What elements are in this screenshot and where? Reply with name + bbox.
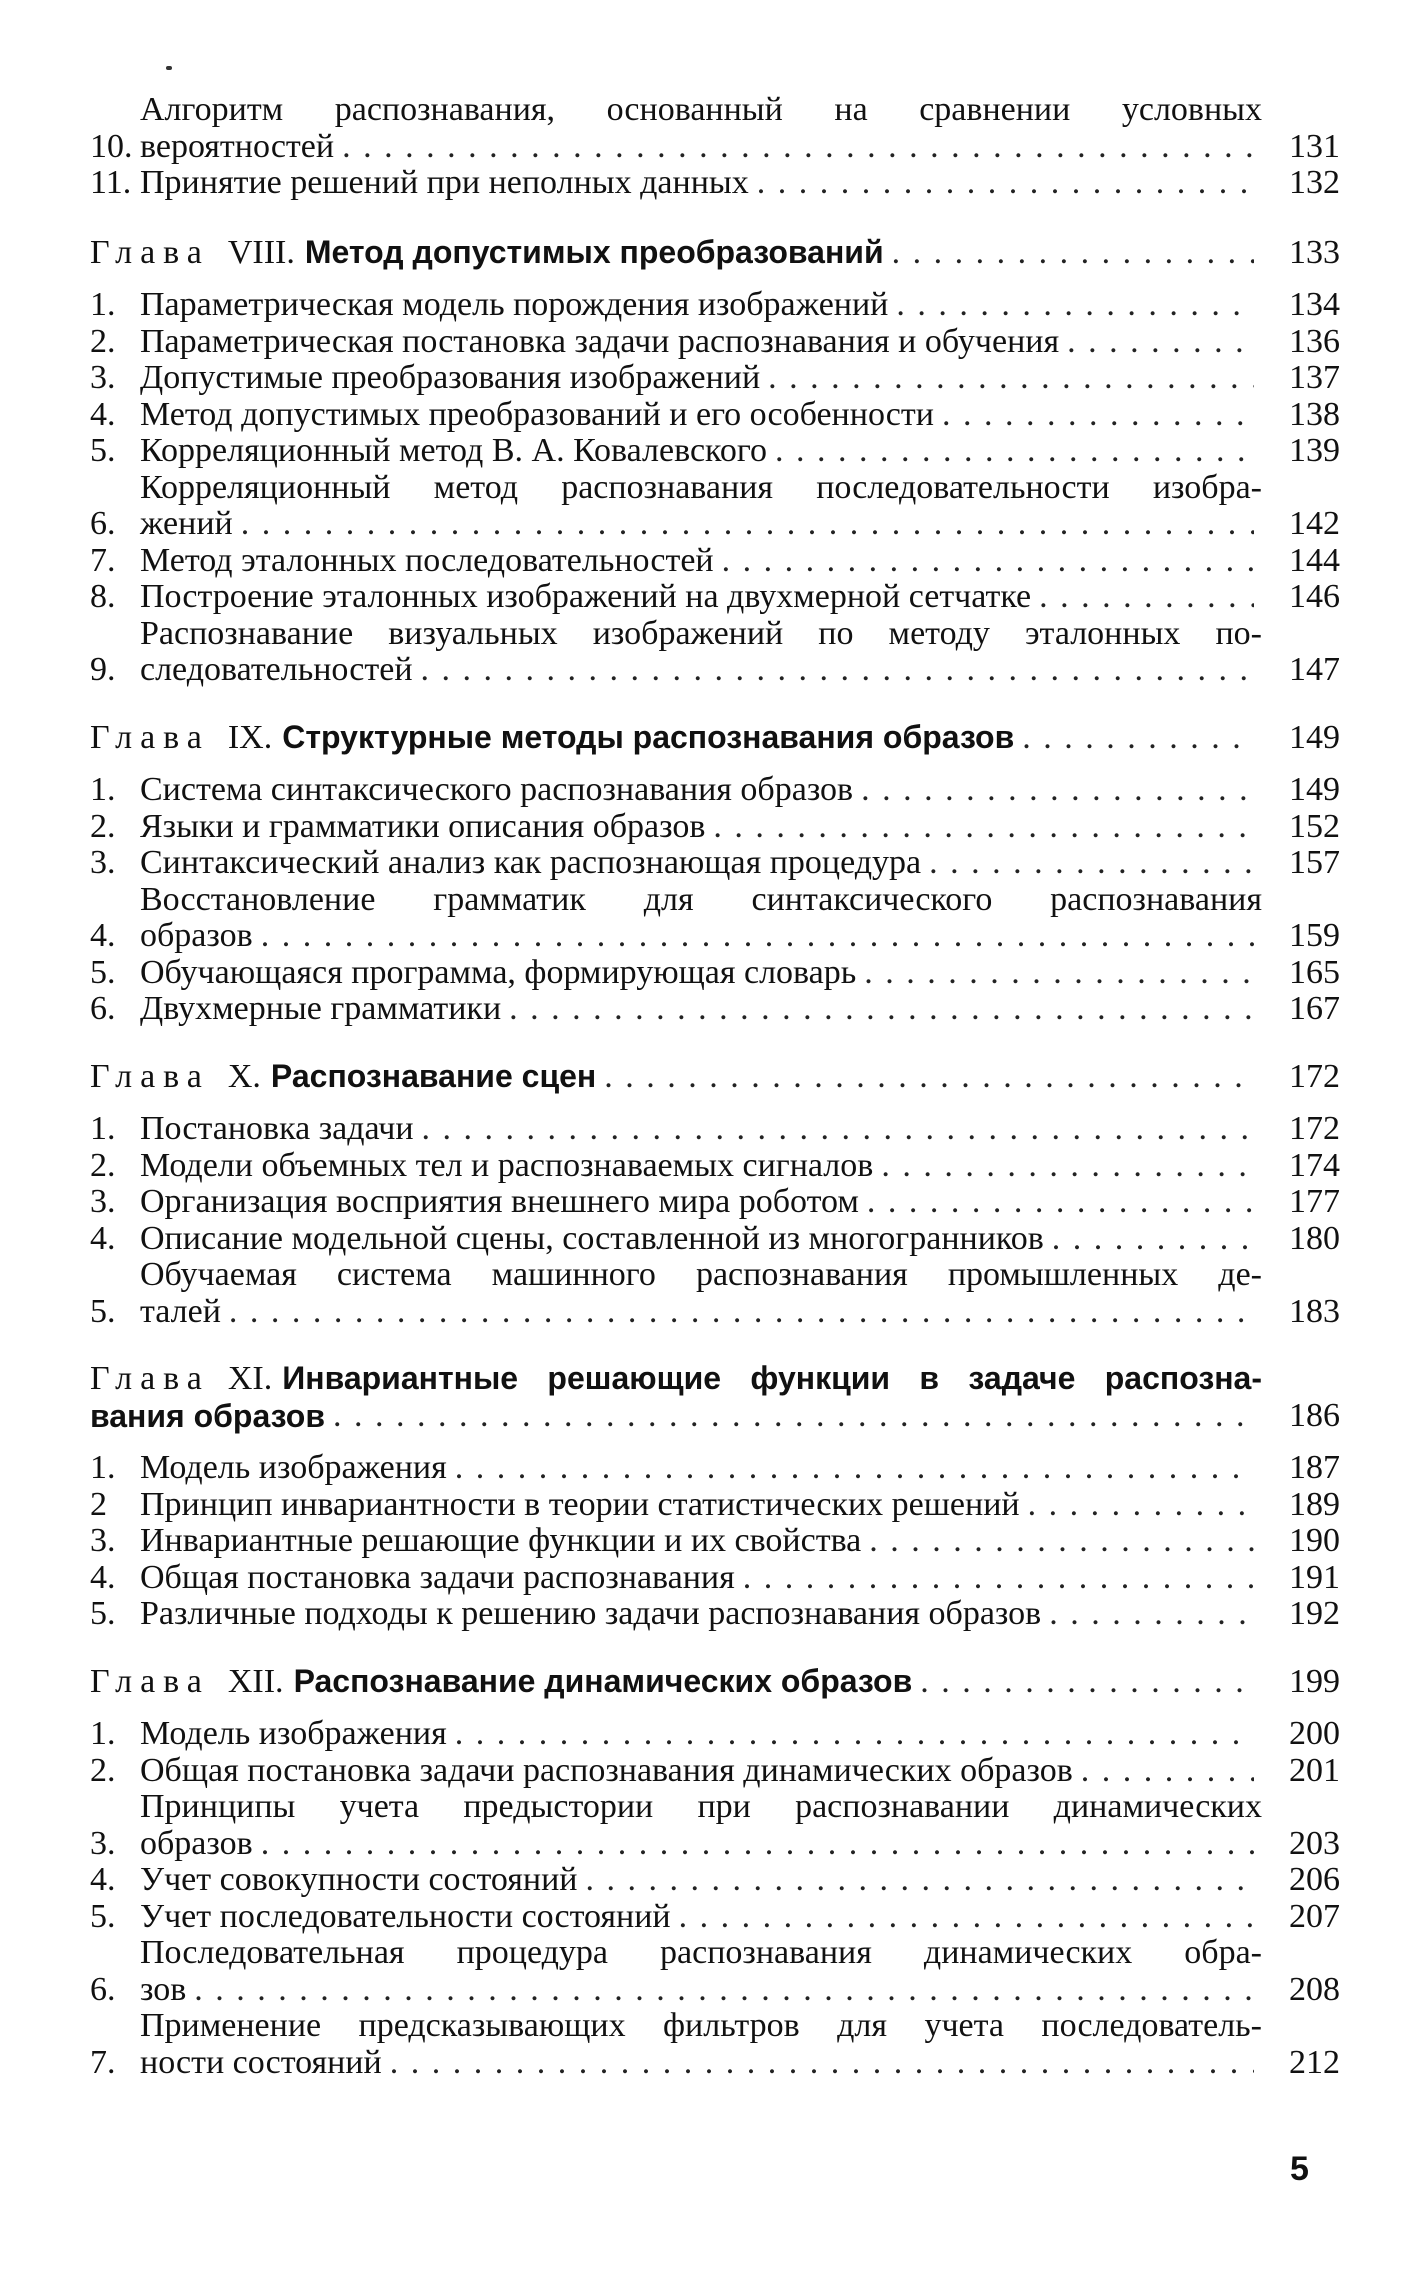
table-of-contents	[90, 92, 1340, 2081]
chapter-page-number: 149	[1289, 718, 1340, 756]
dot-leader	[421, 652, 1254, 689]
toc-entry-body	[140, 1487, 1262, 1524]
toc-entry-title-line: Алгоритм распознавания, основанный на сравнении условных	[140, 91, 1262, 128]
toc-entry-title-line: Корреляционный метод распознавания последовательности изобра-	[140, 468, 1262, 506]
toc-entry[interactable]	[90, 324, 1340, 361]
toc-entry-body	[140, 845, 1262, 882]
dot-leader	[861, 772, 1254, 809]
toc-entry-body	[140, 433, 1262, 470]
chapter-page-number: 199	[1289, 1662, 1340, 1700]
toc-entry[interactable]	[90, 1221, 1340, 1258]
toc-entry-title: Общая постановка задачи распознавания динамических образов	[140, 1751, 1073, 1789]
toc-entry-title: Учет последовательности состояний	[140, 1897, 671, 1935]
toc-entry-title: Постановка задачи	[140, 1110, 414, 1147]
toc-entry-body	[140, 772, 1262, 809]
toc-page-number: 187	[1289, 1449, 1340, 1486]
toc-entry-body	[140, 1450, 1262, 1487]
toc-entry-body	[140, 1148, 1262, 1185]
toc-entry-title: образов	[140, 1824, 253, 1862]
toc-entry-title: следовательностей	[140, 651, 413, 688]
chapter-page-number: 172	[1289, 1057, 1340, 1095]
dot-leader	[1049, 1596, 1254, 1633]
toc-entry[interactable]	[90, 809, 1340, 846]
toc-entry-number: 5.	[90, 432, 116, 469]
toc-page-number: 180	[1289, 1219, 1340, 1257]
dot-leader	[261, 918, 1254, 955]
toc-entry[interactable]	[90, 1257, 1340, 1330]
toc-entry-body	[140, 616, 1262, 689]
toc-entry-body	[140, 1862, 1262, 1899]
toc-entry-number: 11.	[90, 164, 132, 201]
toc-entry-number: 1.	[90, 771, 116, 808]
toc-entry-body	[140, 1596, 1262, 1633]
toc-entry-body	[140, 324, 1262, 361]
dot-leader	[261, 1826, 1254, 1863]
toc-entry-body	[140, 579, 1262, 616]
toc-page-number: 146	[1289, 578, 1340, 615]
dot-leader	[229, 1294, 1254, 1331]
dot-leader	[942, 397, 1254, 434]
toc-entry-title: Модели объемных тел и распознаваемых сигналов	[140, 1146, 874, 1184]
toc-entry-title-line: Обучаемая система машинного распознавания промышленных де-	[140, 1256, 1262, 1293]
toc-entry-title-line: Последовательная процедура распознавания динамических обра-	[140, 1934, 1262, 1971]
toc-page-number: 157	[1289, 844, 1340, 881]
toc-entry-title: Принцип инвариантности в теории статистических решений	[140, 1485, 1020, 1523]
toc-entry-body	[140, 809, 1262, 846]
toc-entry[interactable]	[90, 955, 1340, 992]
toc-page-number: 191	[1289, 1558, 1340, 1596]
toc-entry-body	[140, 397, 1262, 434]
toc-page-number: 132	[1289, 164, 1340, 201]
toc-entry-body	[140, 287, 1262, 324]
toc-entry-body	[140, 882, 1262, 955]
toc-entry-title-line: Восстановление грамматик для синтаксического распознавания	[140, 880, 1262, 918]
toc-entry-body	[140, 470, 1262, 543]
toc-page-number: 189	[1289, 1485, 1340, 1523]
toc-entry-number: 2.	[90, 1146, 116, 1184]
toc-entry-number: 2.	[90, 1751, 116, 1789]
toc-entry-title-line: Применение предсказывающих фильтров для учета последователь-	[140, 2007, 1262, 2044]
toc-entry[interactable]	[90, 470, 1340, 543]
toc-entry[interactable]	[90, 1753, 1340, 1790]
toc-entry-body	[140, 165, 1262, 202]
toc-entry-title: ности состояний	[140, 2043, 382, 2081]
toc-entry-title: зов	[140, 1970, 187, 2008]
toc-entry-title: Принятие решений при неполных данных	[140, 164, 749, 201]
chapter-heading[interactable]	[90, 1360, 1340, 1434]
chapter-page-number: 133	[1289, 233, 1340, 271]
chapter-roman-numeral: XII.	[227, 1662, 284, 1700]
toc-page-number: 136	[1289, 322, 1340, 360]
toc-page-number: 206	[1289, 1861, 1340, 1898]
toc-entry-number: 2	[90, 1485, 107, 1523]
toc-entry-title: вероятностей	[140, 127, 335, 165]
toc-entry-number: 1.	[90, 1110, 116, 1147]
toc-entry[interactable]	[90, 1716, 1340, 1753]
chapter-heading[interactable]	[90, 1058, 1340, 1096]
toc-entry-body	[140, 1111, 1262, 1148]
toc-entry-body	[140, 1935, 1262, 2008]
toc-entry[interactable]	[90, 1148, 1340, 1185]
toc-entry-body	[140, 1716, 1262, 1753]
toc-entry[interactable]	[90, 433, 1340, 470]
toc-entry-body	[140, 360, 1262, 397]
dot-leader	[768, 360, 1254, 397]
dot-leader	[869, 1523, 1254, 1560]
chapter-roman-numeral: VIII.	[227, 233, 295, 271]
toc-entry-title: Двухмерные грамматики	[140, 990, 502, 1027]
toc-page-number: 177	[1289, 1183, 1340, 1220]
toc-entry[interactable]	[90, 287, 1340, 324]
toc-entry-number: 10.	[90, 127, 133, 165]
toc-entry-number: 4.	[90, 1861, 116, 1898]
toc-page-number: 149	[1289, 771, 1340, 808]
toc-entry-number: 3.	[90, 1183, 116, 1220]
toc-entry-number: 6.	[90, 505, 116, 542]
toc-entry-body	[140, 1257, 1262, 1330]
toc-entry-number: 1.	[90, 1715, 116, 1752]
dot-leader	[455, 1716, 1254, 1753]
toc-entry-number: 5.	[90, 1897, 116, 1935]
toc-entry[interactable]	[90, 1899, 1340, 1936]
dot-leader	[390, 2045, 1254, 2082]
chapter-title: Распознавание динамических образов	[293, 1662, 913, 1699]
chapter-heading[interactable]	[90, 234, 1340, 272]
toc-page-number: 208	[1289, 1970, 1340, 2008]
toc-page-number: 165	[1289, 953, 1340, 991]
toc-page-number: 142	[1289, 505, 1340, 542]
toc-entry[interactable]	[90, 1560, 1340, 1597]
dot-leader	[509, 991, 1254, 1028]
toc-entry-body	[140, 1789, 1262, 1862]
chapter-roman-numeral: X.	[227, 1057, 261, 1095]
dot-leader	[455, 1450, 1254, 1487]
chapter-title: вания образов	[90, 1397, 325, 1434]
toc-entry[interactable]	[90, 2008, 1340, 2081]
toc-entry-title: Модель изображения	[140, 1715, 447, 1752]
toc-entry-number: 3.	[90, 1824, 116, 1862]
toc-entry-body	[140, 543, 1262, 580]
toc-entry-title: Метод эталонных последовательностей	[140, 541, 714, 579]
toc-entry-number: 4.	[90, 395, 116, 433]
toc-entry-body	[140, 2008, 1262, 2081]
toc-page-number: 131	[1289, 127, 1340, 165]
toc-entry[interactable]	[90, 397, 1340, 434]
dot-leader	[892, 235, 1254, 272]
toc-entry[interactable]	[90, 616, 1340, 689]
dot-leader	[775, 433, 1254, 470]
toc-entry[interactable]	[90, 92, 1340, 165]
toc-page-number: 183	[1289, 1292, 1340, 1330]
toc-entry-title: талей	[140, 1292, 221, 1330]
toc-entry[interactable]	[90, 882, 1340, 955]
toc-entry-title: Система синтаксического распознавания образов	[140, 771, 854, 808]
dot-leader	[1022, 720, 1254, 757]
toc-entry-number: 6.	[90, 990, 116, 1027]
toc-entry-body	[140, 1753, 1262, 1790]
dot-leader	[604, 1059, 1254, 1096]
toc-entry-title: Параметрическая постановка задачи распознавания и обучения	[140, 322, 1060, 360]
dot-leader	[713, 809, 1254, 846]
dot-leader	[864, 955, 1254, 992]
dot-leader	[241, 506, 1254, 543]
toc-entry-body	[140, 991, 1262, 1028]
toc-entry-number: 2.	[90, 322, 116, 360]
toc-entry[interactable]	[90, 845, 1340, 882]
dot-leader	[194, 1972, 1254, 2009]
dot-leader	[896, 287, 1254, 324]
toc-page-number: 207	[1289, 1897, 1340, 1935]
chapter-label: Глава	[90, 233, 210, 271]
chapter-title: Распознавание сцен	[270, 1057, 597, 1094]
toc-entry-number: 1.	[90, 1449, 116, 1486]
dot-leader	[1028, 1487, 1254, 1524]
chapter-label: Глава	[90, 1057, 210, 1095]
dot-leader	[929, 845, 1254, 882]
toc-entry[interactable]	[90, 991, 1340, 1028]
toc-entry-title: Метод допустимых преобразований и его особенности	[140, 395, 934, 433]
toc-entry-number: 6.	[90, 1970, 116, 2008]
dot-leader	[333, 1398, 1254, 1435]
toc-page-number: 152	[1289, 807, 1340, 845]
toc-entry-number: 7.	[90, 541, 116, 579]
toc-page-number: 159	[1289, 917, 1340, 954]
chapter-page-number: 186	[1289, 1396, 1340, 1434]
dot-leader	[1081, 1753, 1254, 1790]
toc-entry-number: 5.	[90, 953, 116, 991]
chapter-title-line: Инвариантные решающие функции в задаче распозна-	[282, 1360, 1262, 1396]
toc-entry-title: Модель изображения	[140, 1449, 447, 1486]
toc-entry-number: 3.	[90, 844, 116, 881]
toc-entry[interactable]	[90, 1523, 1340, 1560]
toc-entry[interactable]	[90, 1789, 1340, 1862]
dot-leader	[920, 1664, 1254, 1701]
toc-page-number: 144	[1289, 541, 1340, 579]
toc-entry-number: 4.	[90, 1219, 116, 1257]
toc-entry-title: Синтаксический анализ как распознающая процедура	[140, 844, 922, 881]
toc-entry[interactable]	[90, 1596, 1340, 1633]
toc-entry-title: Инвариантные решающие функции и их свойства	[140, 1522, 862, 1559]
dot-leader	[342, 129, 1254, 166]
chapter-roman-numeral: XI.	[227, 1360, 273, 1397]
toc-entry-title: Обучающаяся программа, формирующая словарь	[140, 953, 857, 991]
toc-page-number: 192	[1289, 1595, 1340, 1632]
toc-page-number: 174	[1289, 1146, 1340, 1184]
toc-entry-body	[140, 1899, 1262, 1936]
chapter-title: Метод допустимых преобразований	[304, 233, 884, 270]
dot-leader	[881, 1148, 1254, 1185]
toc-entry-body	[140, 92, 1262, 165]
toc-entry[interactable]	[90, 1111, 1340, 1148]
dot-leader	[1067, 324, 1254, 361]
toc-page-number: 212	[1289, 2043, 1340, 2081]
toc-entry-title: Организация восприятия внешнего мира роботом	[140, 1183, 859, 1220]
toc-entry-number: 5.	[90, 1595, 116, 1632]
toc-entry-body	[140, 1221, 1262, 1258]
dot-leader	[679, 1899, 1254, 1936]
dot-leader	[722, 543, 1254, 580]
toc-entry-title: Корреляционный метод В. А. Ковалевского	[140, 432, 767, 469]
toc-entry-number: 3.	[90, 1522, 116, 1559]
toc-entry-body	[140, 1523, 1262, 1560]
toc-page-number: 137	[1289, 359, 1340, 396]
toc-entry-number: 4.	[90, 1558, 116, 1596]
dot-leader	[743, 1560, 1254, 1597]
toc-entry[interactable]	[90, 1487, 1340, 1524]
toc-page-number: 203	[1289, 1824, 1340, 1862]
print-speck	[166, 66, 172, 70]
toc-entry-title: жений	[140, 505, 233, 542]
toc-page-number: 134	[1289, 286, 1340, 323]
dot-leader	[1039, 579, 1254, 616]
toc-entry-number: 4.	[90, 917, 116, 954]
toc-entry-title: образов	[140, 917, 253, 954]
toc-entry[interactable]	[90, 360, 1340, 397]
page-number: 5	[1290, 2150, 1309, 2188]
toc-entry-body	[140, 955, 1262, 992]
toc-entry-title: Параметрическая модель порождения изображений	[140, 286, 889, 323]
toc-page-number: 167	[1289, 990, 1340, 1027]
toc-entry[interactable]	[90, 579, 1340, 616]
toc-entry-number: 5.	[90, 1292, 116, 1330]
toc-entry-title-line: Распознавание визуальных изображений по методу эталонных по-	[140, 614, 1262, 652]
toc-entry-title: Описание модельной сцены, составленной из многогранников	[140, 1219, 1044, 1257]
toc-entry-number: 7.	[90, 2043, 116, 2081]
toc-entry-body	[140, 1184, 1262, 1221]
toc-entry[interactable]	[90, 1450, 1340, 1487]
dot-leader	[585, 1862, 1254, 1899]
dot-leader	[422, 1111, 1254, 1148]
toc-entry-body	[140, 1560, 1262, 1597]
toc-entry-number: 9.	[90, 651, 116, 688]
toc-entry-number: 8.	[90, 578, 116, 615]
chapter-title: Структурные методы распознавания образов	[282, 718, 1015, 755]
chapter-roman-numeral: IX.	[227, 718, 273, 756]
dot-leader	[867, 1184, 1254, 1221]
toc-page-number: 139	[1289, 432, 1340, 469]
chapter-heading[interactable]	[90, 1663, 1340, 1701]
toc-entry-title: Различные подходы к решению задачи распознавания образов	[140, 1595, 1042, 1632]
chapter-heading[interactable]	[90, 719, 1340, 757]
toc-entry-title: Допустимые преобразования изображений	[140, 359, 761, 396]
toc-entry-number: 2.	[90, 807, 116, 845]
toc-page-number: 147	[1289, 651, 1340, 688]
toc-entry[interactable]	[90, 1935, 1340, 2008]
chapter-label: Глава	[90, 1360, 210, 1397]
toc-entry[interactable]	[90, 543, 1340, 580]
toc-page-number: 190	[1289, 1522, 1340, 1559]
toc-page-number: 138	[1289, 395, 1340, 433]
chapter-label: Глава	[90, 718, 210, 756]
toc-entry-title: Учет совокупности состояний	[140, 1861, 578, 1898]
dot-leader	[757, 165, 1254, 202]
chapter-label: Глава	[90, 1662, 210, 1700]
toc-entry[interactable]	[90, 165, 1340, 202]
toc-entry-number: 3.	[90, 359, 116, 396]
toc-entry-title: Языки и грамматики описания образов	[140, 807, 706, 845]
toc-page-number: 172	[1289, 1110, 1340, 1147]
toc-page-number: 201	[1289, 1751, 1340, 1789]
toc-entry-title: Общая постановка задачи распознавания	[140, 1558, 735, 1596]
toc-entry-title: Построение эталонных изображений на двухмерной сетчатке	[140, 578, 1032, 615]
dot-leader	[1052, 1221, 1254, 1258]
toc-entry[interactable]	[90, 1862, 1340, 1899]
toc-entry[interactable]	[90, 772, 1340, 809]
toc-page-number: 200	[1289, 1715, 1340, 1752]
toc-entry[interactable]	[90, 1184, 1340, 1221]
toc-entry-number: 1.	[90, 286, 116, 323]
toc-entry-title-line: Принципы учета предыстории при распознавании динамических	[140, 1788, 1262, 1825]
